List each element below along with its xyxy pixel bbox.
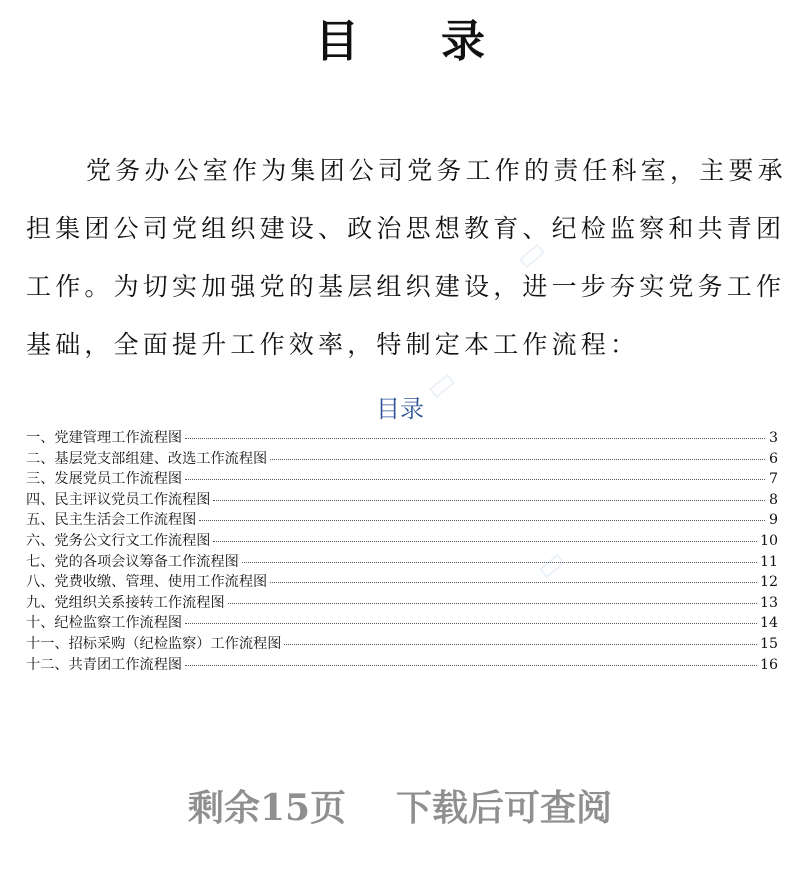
toc-item-label: 七、党的各项会议筹备工作流程图 (26, 553, 239, 570)
toc-item-label: 十一、招标采购（纪检监察）工作流程图 (26, 635, 282, 652)
download-to-view-text: 下载后可查阅 (396, 787, 613, 829)
toc-item-page: 3 (768, 430, 778, 446)
toc-dot-leader (284, 644, 757, 645)
intro-line: 基础，全面提升工作效率，特制定本工作流程： (26, 330, 640, 359)
toc-item-page: 6 (768, 450, 778, 467)
toc-list (26, 428, 778, 675)
toc-item-page: 16 (759, 656, 778, 673)
toc-item[interactable] (26, 572, 778, 593)
toc-item-page: 8 (768, 491, 778, 508)
intro-line: 担集团公司党组织建设、政治思想教育、纪检监察和共青团 (26, 214, 786, 243)
toc-item[interactable] (26, 510, 778, 531)
download-notice[interactable] (0, 778, 800, 838)
toc-dot-leader (270, 459, 765, 460)
toc-dot-leader (185, 665, 757, 666)
toc-item[interactable] (26, 655, 778, 676)
toc-dot-leader (270, 582, 757, 583)
toc-dot-leader (185, 438, 765, 439)
toc-item-label: 二、基层党支部组建、改选工作流程图 (26, 450, 268, 467)
page-title-char-1: 目 (315, 16, 359, 67)
toc-dot-leader (213, 541, 756, 542)
toc-dot-leader (228, 603, 757, 604)
toc-dot-leader (242, 562, 757, 563)
toc-item[interactable] (26, 552, 778, 573)
remaining-pages-text: 剩余15页 (187, 787, 347, 829)
toc-item-label: 一、党建管理工作流程图 (26, 430, 183, 446)
toc-item-page: 9 (768, 512, 778, 529)
toc-item-page: 10 (759, 532, 778, 549)
toc-item-label: 三、发展党员工作流程图 (26, 471, 183, 488)
toc-item[interactable] (26, 469, 778, 490)
page-title-char-2: 录 (441, 16, 485, 67)
toc-item-label: 五、民主生活会工作流程图 (26, 512, 197, 529)
toc-item-label: 六、党务公文行文工作流程图 (26, 532, 211, 549)
toc-item[interactable] (26, 613, 778, 634)
toc-item-label: 十、纪检监察工作流程图 (26, 615, 183, 632)
toc-heading: 目录 (376, 395, 424, 423)
toc-dot-leader (199, 520, 765, 521)
toc-item-page: 11 (759, 553, 778, 570)
toc-dot-leader (185, 623, 757, 624)
toc-item[interactable] (26, 634, 778, 655)
toc-item[interactable] (26, 593, 778, 614)
intro-line: 工作。为切实加强党的基层组织建设，进一步夯实党务工作 (26, 272, 786, 301)
toc-item[interactable] (26, 428, 778, 449)
toc-item[interactable] (26, 490, 778, 511)
page-title (0, 14, 800, 70)
toc-item-label: 八、党费收缴、管理、使用工作流程图 (26, 574, 268, 591)
toc-item-page: 7 (768, 471, 778, 488)
intro-paragraph (26, 142, 787, 374)
toc-dot-leader (213, 500, 765, 501)
toc-item-page: 13 (759, 594, 778, 611)
toc-item-page: 12 (759, 574, 778, 591)
toc-item-label: 十二、共青团工作流程图 (26, 656, 183, 673)
toc-item-page: 15 (759, 635, 778, 652)
toc-item-page: 14 (759, 615, 778, 632)
toc-item-label: 四、民主评议党员工作流程图 (26, 491, 211, 508)
intro-line: 党务办公室作为集团公司党务工作的责任科室，主要承 (86, 156, 787, 185)
toc-item[interactable] (26, 531, 778, 552)
toc-item-label: 九、党组织关系接转工作流程图 (26, 594, 225, 611)
toc-dot-leader (185, 479, 765, 480)
toc-item[interactable] (26, 449, 778, 470)
